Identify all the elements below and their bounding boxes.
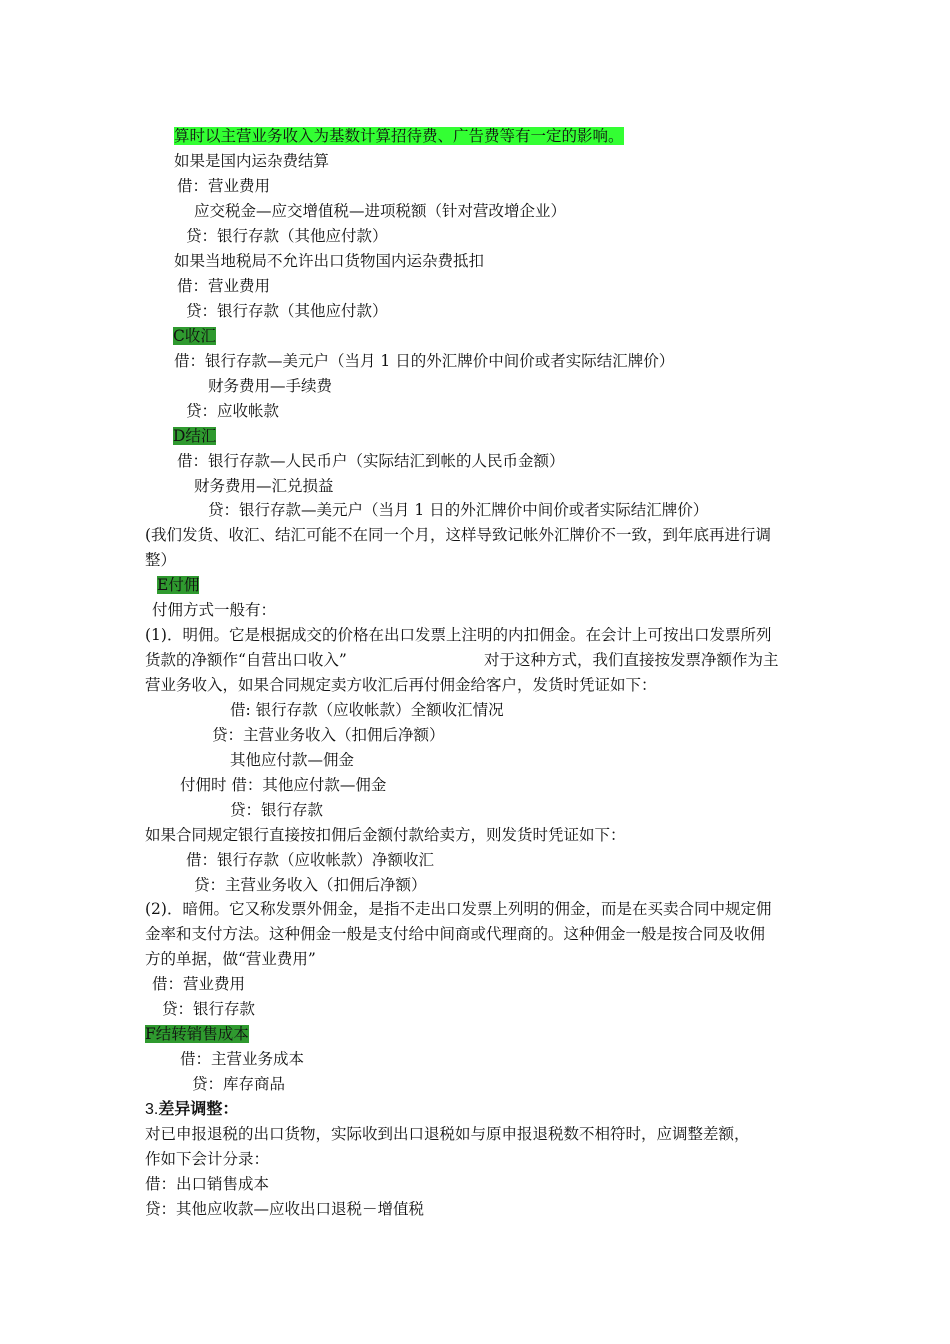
text-line: 作如下会计分录： — [145, 1150, 270, 1168]
text-line: 如果是国内运杂费结算 — [174, 152, 330, 170]
text-line: (我们发货、收汇、结汇可能不在同一个月，这样导致记帐外汇牌价不一致，到年底再进行调 — [145, 526, 772, 544]
text-line: 整） — [145, 551, 177, 569]
text-line: 付佣方式一般有： — [152, 601, 277, 619]
text-line: 借：营业费用 — [177, 277, 271, 295]
text-line: (1)．明佣。它是根据成交的价格在出口发票上注明的内扣佣金。在会计上可按出口发票所列 — [145, 626, 772, 644]
text-line: 借: 银行存款（应收帐款）全额收汇情况 — [230, 701, 504, 719]
text-line: 借：银行存款—美元户（当月 1 日的外汇牌价中间价或者实际结汇牌价） — [174, 352, 675, 370]
text-line: 贷：银行存款（其他应付款） — [186, 302, 388, 320]
text-line: 付佣时 借：其他应付款—佣金 — [180, 776, 387, 794]
text-line: 借：主营业务成本 — [180, 1050, 305, 1068]
text-line: 对于这种方式，我们直接按发票净额作为主 — [484, 651, 779, 669]
text-line: 金率和支付方法。这种佣金一般是支付给中间商或代理商的。这种佣金一般是按合同及收佣 — [145, 925, 766, 943]
text-line: 贷：其他应收款—应收出口退税－增值税 — [145, 1200, 425, 1218]
text-line: 如果合同规定银行直接按扣佣后金额付款给卖方，则发货时凭证如下： — [145, 826, 626, 844]
text-line: 贷：银行存款 — [162, 1000, 256, 1018]
text-line: 应交税金—应交增值税—进项税额（针对营改增企业） — [194, 202, 567, 220]
text-line: 如果当地税局不允许出口货物国内运杂费抵扣 — [174, 252, 485, 270]
text-line: (2)．暗佣。它又称发票外佣金，是指不走出口发票上列明的佣金，而是在买卖合同中规定佣 — [145, 900, 772, 918]
text-line: 借：银行存款（应收帐款）净额收汇 — [186, 851, 435, 869]
subheading-f: F结转销售成本 — [145, 1025, 249, 1043]
text-line: 财务费用—汇兑损益 — [194, 477, 334, 495]
text-line: 贷：主营业务收入（扣佣后净额） — [212, 726, 445, 744]
subheading-c: C收汇 — [173, 327, 216, 345]
subheading-e: E付佣 — [157, 576, 200, 594]
text-line: 借：营业费用 — [177, 177, 271, 195]
text-line: 贷：库存商品 — [192, 1075, 286, 1093]
subheading-d: D结汇 — [173, 427, 217, 445]
text-line: 借：出口销售成本 — [145, 1175, 270, 1193]
section-heading: 3.差异调整： — [145, 1099, 239, 1118]
text-line: 借：银行存款—人民币户（实际结汇到帐的人民币金额） — [177, 452, 565, 470]
text-line: 贷：银行存款—美元户（当月 1 日的外汇牌价中间价或者实际结汇牌价） — [208, 501, 709, 519]
text-line: 贷：银行存款（其他应付款） — [186, 227, 388, 245]
text-line: 贷：主营业务收入（扣佣后净额） — [194, 876, 427, 894]
text-line: 方的单据，做“营业费用” — [145, 950, 316, 968]
text-line: 对已申报退税的出口货物，实际收到出口退税如与原申报退税数不相符时，应调整差额， — [145, 1125, 750, 1143]
text-line: 财务费用—手续费 — [208, 377, 333, 395]
text-line: 营业务收入，如果合同规定卖方收汇后再付佣金给客户，发货时凭证如下： — [145, 676, 657, 694]
text-line: 贷：应收帐款 — [186, 402, 280, 420]
text-line: 其他应付款—佣金 — [230, 751, 355, 769]
text-line: 贷：银行存款 — [230, 801, 324, 819]
text-line: 借：营业费用 — [152, 975, 246, 993]
text-line: 算时以主营业务收入为基数计算招待费、广告费等有一定的影响。 — [174, 127, 624, 145]
text-line: 货款的净额作“自营出口收入” — [145, 651, 347, 669]
